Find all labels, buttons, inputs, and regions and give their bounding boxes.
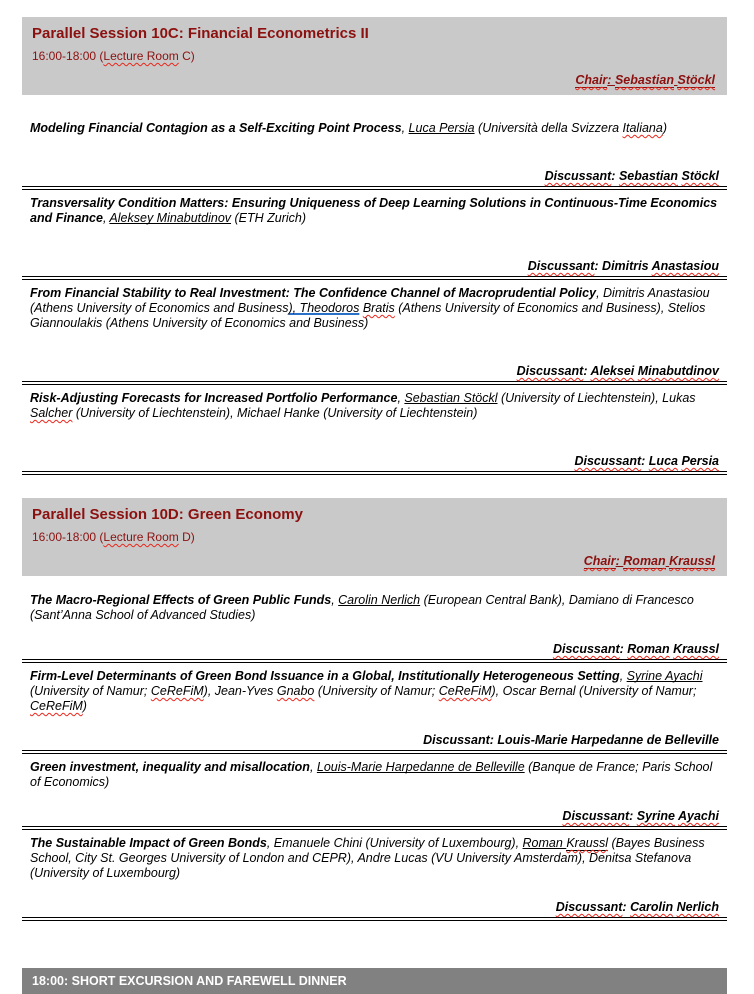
discussant-line: Discussant: Carolin Nerlich — [555, 900, 719, 914]
paper-row — [22, 190, 727, 280]
discussant-line: Discussant: Louis-Marie Harpedanne de Belleville — [423, 733, 719, 747]
session-title: Parallel Session 10C: Financial Econometrics II — [32, 25, 369, 42]
session-time: 16:00-18:00 (Lecture Room C) — [32, 49, 195, 63]
discussant-line: Discussant: Aleksei Minabutdinov — [516, 364, 719, 378]
session-financial-econometrics — [22, 17, 727, 475]
discussant-line: Discussant: Dimitris Anastasiou — [527, 259, 719, 273]
paper-title-authors: Firm-Level Determinants of Green Bond Issuance in a Global, Institutionally Heterogeneous Setting, Syrine Ayachi (University of Namur; CeReFiM), Jean-Yves Gnabo (University of Namur; CeReFiM), Oscar Bernal (University of Namur; CeReFiM) — [30, 669, 703, 713]
discussant-line: Discussant: Roman Kraussl — [552, 642, 719, 656]
paper-title-authors: Modeling Financial Contagion as a Self-Exciting Point Process, Luca Persia (Università della Svizzera Italiana) — [30, 121, 668, 135]
paper-row — [22, 754, 727, 830]
paper-row — [22, 95, 727, 190]
session-time: 16:00-18:00 (Lecture Room D) — [32, 530, 195, 544]
paper-row — [22, 280, 727, 385]
discussant-line: Discussant: Syrine Ayachi — [562, 809, 719, 823]
session-chair: Chair: Roman Kraussl — [583, 554, 715, 568]
session-title: Parallel Session 10D: Green Economy — [32, 506, 303, 523]
session-green-economy — [22, 498, 727, 921]
paper-row — [22, 385, 727, 475]
paper-row — [22, 576, 727, 663]
session-header — [22, 17, 727, 95]
paper-row — [22, 830, 727, 921]
session-chair: Chair: Sebastian Stöckl — [575, 73, 715, 87]
paper-title-authors: From Financial Stability to Real Investment: The Confidence Channel of Macroprudential Policy, Dimitris Anastasiou (Athens University of Economics and Business), Theodoros Bratis (Athens University of Economics and Business), Stelios Giannoulakis (Athens University of Economics and Business) — [30, 286, 710, 330]
paper-title-authors: Green investment, inequality and misallocation, Louis-Marie Harpedanne de Belleville (Banque de France; Paris School of Economics) — [30, 760, 713, 789]
footer-text: 18:00: SHORT EXCURSION AND FAREWELL DINNER — [32, 974, 347, 988]
paper-title-authors: Transversality Condition Matters: Ensuring Uniqueness of Deep Learning Solutions in Continuous-Time Economics and Finance, Aleksey Minabutdinov (ETH Zurich) — [30, 196, 718, 225]
footer-banner — [22, 968, 727, 994]
paper-title-authors: The Macro-Regional Effects of Green Public Funds, Carolin Nerlich (European Central Bank), Damiano di Francesco (Sant’Anna School of Advanced Studies) — [30, 593, 694, 622]
paper-row — [22, 663, 727, 754]
paper-title-authors: Risk-Adjusting Forecasts for Increased Portfolio Performance, Sebastian Stöckl (University of Liechtenstein), Lukas Salcher (University of Liechtenstein), Michael Hanke (University of Liechtenstein) — [30, 391, 696, 420]
session-header — [22, 498, 727, 576]
discussant-line: Discussant: Sebastian Stöckl — [544, 169, 719, 183]
discussant-line: Discussant: Luca Persia — [574, 454, 719, 468]
paper-title-authors: The Sustainable Impact of Green Bonds, Emanuele Chini (University of Luxembourg), Roman Kraussl (Bayes Business School, City St. Georges University of London and CEPR), Andre Lucas (VU University Amsterdam), Denitsa Stefanova (University of Luxembourg) — [30, 836, 705, 880]
